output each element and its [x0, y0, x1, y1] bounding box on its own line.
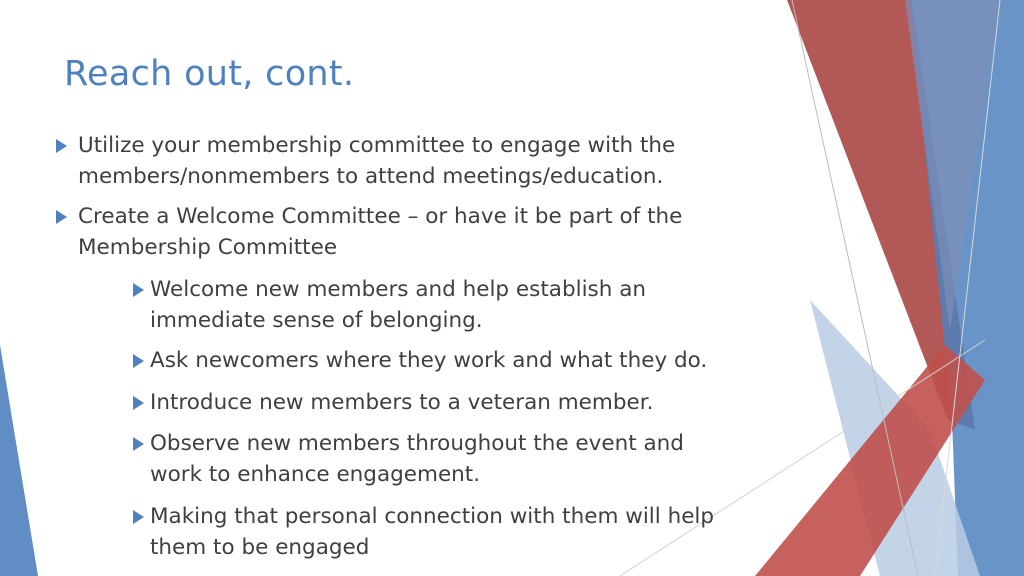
left-blue-sliver: [0, 345, 38, 576]
sub-bullet-item: Observe new members throughout the event and work to enhance engagement.: [150, 431, 684, 487]
right-triangle-icon: [133, 437, 144, 451]
sub-bullet-item: Ask newcomers where they work and what they do.: [150, 348, 708, 373]
right-triangle-icon: [133, 510, 144, 524]
bullet-item: Utilize your membership committee to engage with the members/nonmembers to attend meetings/education.: [78, 133, 676, 189]
sub-bullet-item: Making that personal connection with them will help them to be engaged: [150, 504, 715, 560]
right-triangle-icon: [133, 396, 144, 410]
right-triangle-icon: [133, 283, 144, 297]
sub-bullet-item: Welcome new members and help establish an immediate sense of belonging.: [150, 277, 647, 333]
bullet-item: Create a Welcome Committee – or have it be part of the Membership Committee: [78, 204, 683, 260]
slide-title: Reach out, cont.: [64, 54, 355, 94]
right-triangle-icon: [133, 354, 144, 368]
sub-bullet-item: Introduce new members to a veteran member.: [150, 390, 654, 415]
right-triangle-icon: [56, 210, 67, 224]
right-triangle-icon: [56, 139, 67, 153]
